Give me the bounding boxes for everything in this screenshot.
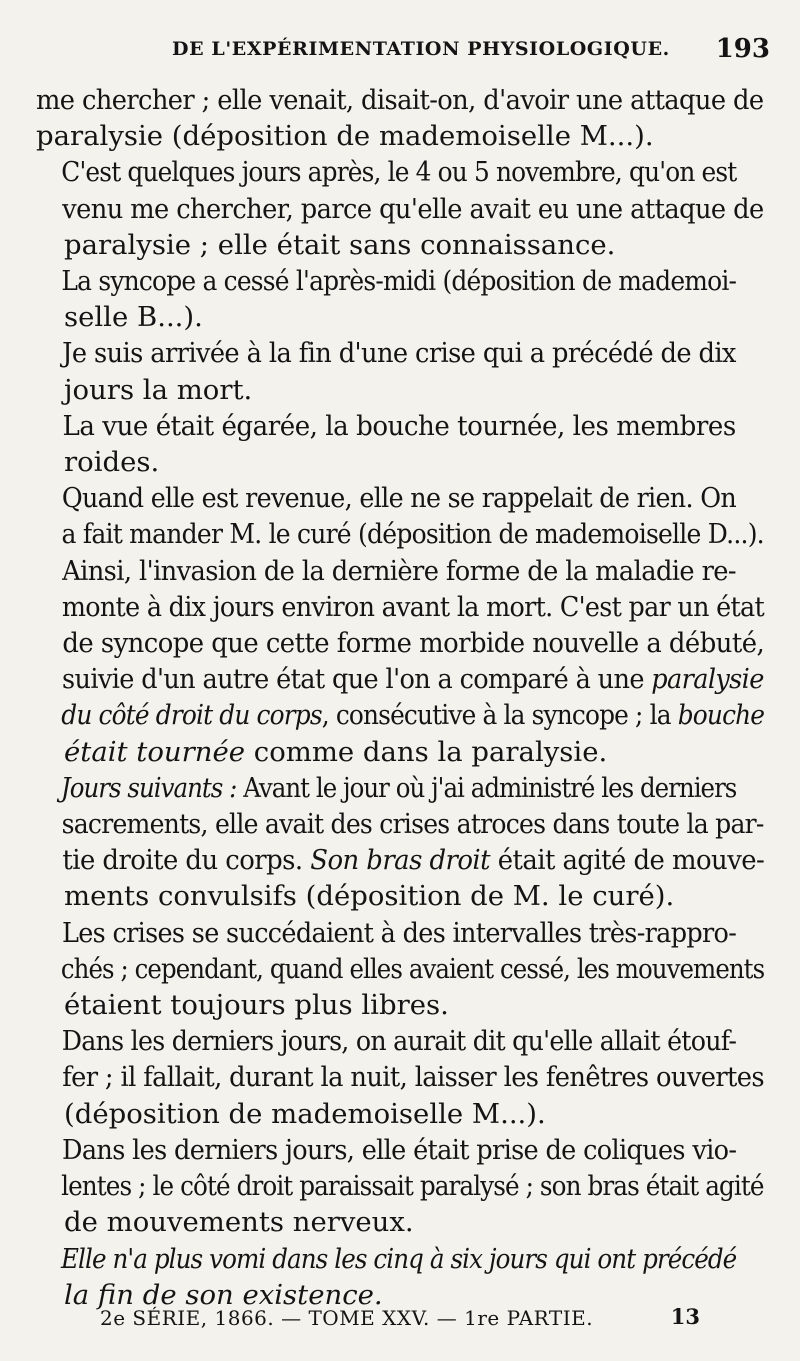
paragraph-11 (36, 1132, 764, 1241)
text-line: sacrements, elle avait des crises atroces dans toute la par- (61, 808, 764, 841)
text-line: Jours suivants : Avant le jour où j'ai administré les derniers (60, 771, 737, 804)
text-line: paralysie (déposition de mademoiselle M...). (36, 120, 654, 153)
body-text (36, 82, 764, 1313)
text-line: de syncope que cette forme morbide nouvelle a débuté, (62, 627, 765, 660)
text-line: venu me chercher, parce qu'elle avait eu une attaque de (62, 192, 764, 225)
text-line: paralysie ; elle était sans connaissance. (64, 228, 616, 261)
text-line: Quand elle est revenue, elle ne se rappelait de rien. On (61, 482, 737, 515)
text-line: était tournée comme dans la paralysie. (64, 735, 608, 768)
page-footer (0, 1306, 800, 1336)
text-line: lentes ; le côté droit paraissait paralysé ; son bras était agité (61, 1170, 764, 1203)
text-line: Ainsi, l'invasion de la dernière forme de la maladie re- (62, 554, 736, 587)
paragraph-4 (36, 335, 764, 407)
text-line: du côté droit du corps, consécutive à la syncope ; la bouche (61, 699, 765, 732)
page-header (0, 34, 800, 78)
paragraph-12-italic (36, 1241, 764, 1313)
text-line: suivie d'un autre état que l'on a comparé à une paralysie (62, 663, 764, 696)
text-line: a fait mander M. le curé (déposition de mademoiselle D...). (61, 518, 764, 551)
text-line: de mouvements nerveux. (64, 1206, 414, 1239)
text-line: Dans les derniers jours, on aurait dit qu'elle allait étouf- (61, 1025, 737, 1058)
text-line: Elle n'a plus vomi dans les cinq à six jours qui ont précédé (61, 1242, 737, 1275)
paragraph-6 (36, 480, 764, 552)
text-line: fer ; il fallait, durant la nuit, laisser les fenêtres ouvertes (62, 1061, 764, 1094)
page-number: 193 (715, 34, 770, 64)
text-line: la fin de son existence. (64, 1278, 383, 1311)
paragraph-7 (36, 553, 764, 770)
paragraph-5 (36, 408, 764, 480)
running-title: DE L'EXPÉRIMENTATION PHYSIOLOGIQUE. (172, 38, 670, 60)
text-line: me chercher ; elle venait, disait-on, d'avoir une attaque de (36, 84, 764, 116)
printer-signature: 2e SÉRIE, 1866. — TOME XXV. — 1re PARTIE. (100, 1306, 594, 1330)
text-line: Dans les derniers jours, elle était prise de coliques vio- (62, 1133, 737, 1166)
paragraph-2 (36, 154, 764, 263)
text-line: (déposition de mademoiselle M...). (64, 1097, 546, 1130)
text-line: roides. (64, 446, 160, 479)
text-line: étaient toujours plus libres. (64, 989, 449, 1022)
text-line: tie droite du corps. Son bras droit était agité de mouve- (62, 844, 765, 877)
text-line: ments convulsifs (déposition de M. le curé). (64, 880, 675, 913)
text-line: chés ; cependant, quand elles avaient cessé, les mouvements (60, 952, 765, 985)
paragraph-9 (36, 915, 764, 1024)
text-line: Je suis arrivée à la fin d'une crise qui a précédé de dix (62, 337, 736, 370)
text-line: La vue était égarée, la bouche tournée, les membres (62, 409, 736, 442)
paragraph-8 (36, 770, 764, 915)
text-line: C'est quelques jours après, le 4 ou 5 novembre, qu'on est (61, 156, 737, 189)
sheet-number: 13 (670, 1304, 700, 1329)
text-line: Les crises se succédaient à des intervalles très-rappro- (61, 916, 737, 949)
paragraph-10 (36, 1023, 764, 1132)
paragraph-1 (36, 82, 764, 154)
text-line: La syncope a cessé l'après-midi (déposition de mademoi- (61, 265, 737, 298)
text-line: monte à dix jours environ avant la mort. C'est par un état (61, 590, 765, 623)
paragraph-3 (36, 263, 764, 335)
text-line: selle B...). (64, 301, 203, 334)
text-line: jours la mort. (64, 373, 253, 406)
